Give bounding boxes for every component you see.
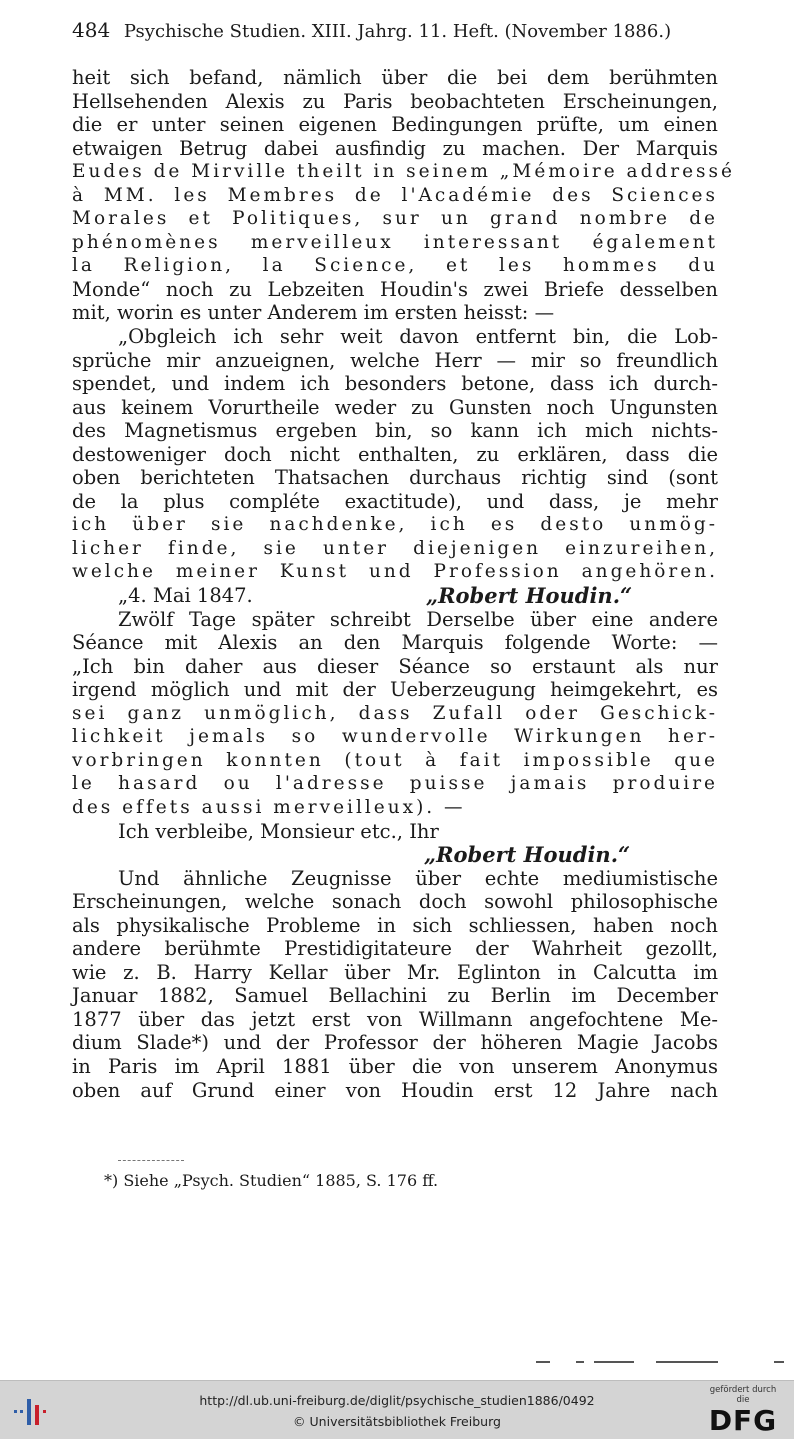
scan-mark [536,1361,550,1363]
text-line: vorbringen konnten (tout à fait impossible que [72,749,718,771]
letter-date: „4. Mai 1847. [118,584,253,608]
signature-line [72,843,718,867]
text-line: etwaigen Betrug dabei ausfindig zu machen. Der Marquis [72,136,718,160]
document-url-link[interactable]: http://dl.ub.uni-freiburg.de/diglit/psychische_studien1886/0492 [199,1393,595,1408]
text-line: wie z. B. Harry Kellar über Mr. Eglinton in Calcutta im [72,960,718,984]
text-line: destoweniger doch nicht enthalten, zu erklären, dass die [72,442,718,466]
scan-mark [774,1361,784,1363]
body-text [72,66,735,1102]
text-line: le hasard ou l'adresse puisse jamais produire [72,773,718,795]
text-line: phénomènes merveilleux interessant également [72,231,718,253]
page-number: 484 [72,18,111,42]
text-line: spendet, und indem ich besonders betone, dass ich durch- [72,372,718,396]
text-line: Monde“ noch zu Lebzeiten Houdin's zwei Briefe desselben [72,277,718,301]
text-line: Januar 1882, Samuel Bellachini zu Berlin im December [72,984,718,1008]
text-line: oben auf Grund einer von Houdin erst 12 Jahre nach [72,1078,718,1102]
text-line: Erscheinungen, welche sonach doch sowohl philosophische [72,890,718,914]
dfg-logo-icon[interactable] [702,1385,784,1437]
scan-mark [576,1361,584,1363]
text-line: ich über sie nachdenke, ich es desto unmög- [72,514,718,536]
text-line: à MM. les Membres de l'Académie des Sciences [72,184,718,206]
text-line: als physikalische Probleme in sich schliessen, haben noch [72,913,718,937]
signature: „Robert Houdin.“ [424,842,631,868]
page-header [72,18,722,44]
text-line: „Obgleich ich sehr weit davon entfernt bin, die Lob- [118,325,718,349]
text-line: Eudes de Mirville theilt in seinem „Mémoire addressé [72,161,735,183]
scan-marks [536,1361,786,1365]
text-line: la Religion, la Science, et les hommes du [72,255,718,277]
text-line: sprüche mir anzueignen, welche Herr — mir so freundlich [72,348,718,372]
text-line: in Paris im April 1881 über die von unserem Anonymus [72,1054,718,1078]
text-line: de la plus compléte exactitude), und dass, je mehr [72,489,718,513]
text-line: 1877 über das jetzt erst von Willmann angefochtene Me- [72,1007,718,1031]
text-line: Zwölf Tage später schreibt Derselbe über eine andere [118,607,718,631]
scan-mark [594,1361,634,1363]
text-line: mit, worin es unter Anderem im ersten heisst: — [72,301,555,325]
text-line: andere berühmte Prestidigitateure der Wahrheit gezollt, [72,937,718,961]
text-line: des Magnetismus ergeben bin, so kann ich mich nichts- [72,419,718,443]
scan-mark [656,1361,718,1363]
text-line: Hellsehenden Alexis zu Paris beobachteten Erscheinungen, [72,89,718,113]
text-line: die er unter seinen eigenen Bedingungen prüfte, um einen [72,113,718,137]
text-line: heit sich befand, nämlich über die bei dem berühmten [72,66,718,89]
text-line: lichkeit jemals so wundervolle Wirkungen her- [72,726,718,748]
text-line: welche meiner Kunst und Profession angehören. [72,561,718,583]
dfg-caption: gefördert durch die [709,1385,777,1405]
text-line: sei ganz unmöglich, dass Zufall oder Geschick- [72,702,718,724]
footnote-rule [118,1160,184,1161]
text-line: dium Slade*) und der Professor der höheren Magie Jacobs [72,1031,718,1055]
text-line: „Ich bin daher aus dieser Séance so erstaunt als nur [72,654,718,678]
text-line: licher finde, sie unter diejenigen einzureihen, [72,537,718,559]
text-line: Und ähnliche Zeugnisse über echte mediumistische [118,866,718,890]
footnote: *) Siehe „Psych. Studien“ 1885, S. 176 ff. [104,1171,439,1190]
text-line: des effets aussi merveilleux). — [72,796,466,818]
viewer-footer-bar [0,1380,794,1439]
text-line: irgend möglich und mit der Ueberzeugung heimgekehrt, es [72,678,718,702]
running-title: Psychische Studien. XIII. Jahrg. 11. Heft. (November 1886.) [123,21,672,42]
text-line: Ich verbleibe, Monsieur etc., Ihr [118,819,439,843]
text-line: aus keinem Vorurtheile weder zu Gunsten noch Ungunsten [72,395,718,419]
copyright-notice: © Universitätsbibliothek Freiburg [293,1414,501,1429]
text-line: oben berichteten Thatsachen durchaus richtig sind (sont [72,466,718,490]
text-line: Séance mit Alexis an den Marquis folgende Worte: — [72,631,718,655]
dfg-wordmark: DFG [708,1404,778,1437]
text-line: Morales et Politiques, sur un grand nombre de [72,208,718,230]
dateline [72,584,718,608]
signature: „Robert Houdin.“ [426,583,633,609]
